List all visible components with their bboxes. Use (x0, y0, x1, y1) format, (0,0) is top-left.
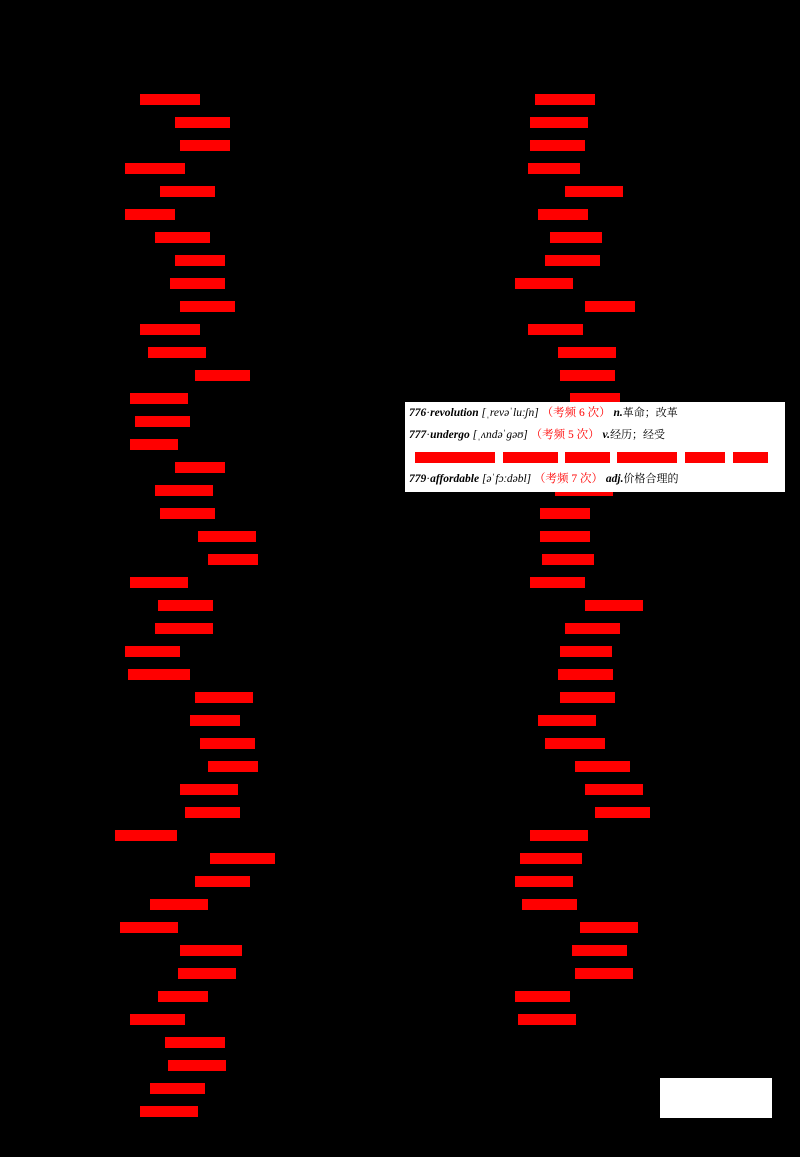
entry-sep: · (426, 407, 431, 419)
word-entry-row (30, 686, 320, 709)
word-entry-row (410, 134, 700, 157)
redaction-block (565, 186, 623, 197)
entry-word: undergo (430, 429, 470, 441)
word-entry-779 (405, 468, 785, 492)
redaction-block (125, 209, 175, 220)
redaction-block (180, 784, 238, 795)
word-entry-row (410, 249, 700, 272)
word-entry-row (410, 502, 700, 525)
word-entry-row (30, 663, 320, 686)
word-entry-row (410, 916, 700, 939)
redaction-block (175, 117, 230, 128)
entry-number: 779 (409, 473, 427, 485)
redaction-block (585, 600, 643, 611)
redaction-block (518, 1014, 576, 1025)
word-entry-row (410, 663, 700, 686)
entry-sep: · (426, 473, 431, 485)
redaction-block (150, 899, 208, 910)
redaction-block (125, 163, 185, 174)
redaction-block (180, 140, 230, 151)
word-entry-row (30, 962, 320, 985)
word-entry-row (410, 226, 700, 249)
word-entry-row (410, 939, 700, 962)
redaction-block (558, 347, 616, 358)
word-entry-row (410, 341, 700, 364)
word-entry-row (410, 180, 700, 203)
word-entry-row (30, 985, 320, 1008)
redaction-block (515, 876, 573, 887)
entry-meaning: 革命；改革 (622, 406, 678, 419)
redaction-block (540, 531, 590, 542)
redaction-block (200, 738, 255, 749)
word-entry-row (30, 410, 320, 433)
word-entry-row (30, 364, 320, 387)
right-word-column (410, 88, 700, 1031)
redaction-block (130, 1014, 185, 1025)
redaction-block (195, 876, 250, 887)
word-entry-row (30, 157, 320, 180)
redaction-block (125, 646, 180, 657)
word-entry-row (30, 939, 320, 962)
entry-frequency: （考频 7 次） (534, 473, 604, 485)
redaction-block (128, 669, 190, 680)
entry-pos: adj. (605, 473, 624, 485)
word-entry-row (410, 88, 700, 111)
entry-phonetic: [ˌʌndəˈgəʊ] (472, 429, 528, 441)
word-entry-row (410, 571, 700, 594)
redaction-block (135, 416, 190, 427)
redaction-block (545, 738, 605, 749)
word-entry-row (30, 640, 320, 663)
redaction-block (550, 232, 602, 243)
word-entry-row (30, 732, 320, 755)
word-entry-row (410, 617, 700, 640)
redaction-block (538, 209, 588, 220)
word-entry-row (30, 387, 320, 410)
word-entry-row (30, 1008, 320, 1031)
entry-phonetic: [əˈfɔːdəbl] (481, 473, 532, 485)
redaction-block (558, 669, 613, 680)
redaction-block (155, 623, 213, 634)
word-entry-row (30, 456, 320, 479)
word-entry-row (410, 364, 700, 387)
entry-number: 777 (409, 429, 427, 441)
redaction-block (535, 94, 595, 105)
redaction-block (560, 370, 615, 381)
redaction-block (565, 623, 620, 634)
redaction-block (415, 452, 495, 463)
word-entry-row (30, 111, 320, 134)
redaction-block (150, 1083, 205, 1094)
word-entry-row (410, 525, 700, 548)
redaction-block (180, 945, 242, 956)
word-entry-row (30, 755, 320, 778)
redaction-block (595, 807, 650, 818)
redaction-block (560, 646, 612, 657)
redaction-block (575, 968, 633, 979)
word-entry-row (30, 1077, 320, 1100)
redaction-block (515, 991, 570, 1002)
word-entry-776 (405, 402, 785, 424)
word-entry-row (30, 824, 320, 847)
redaction-block (530, 117, 588, 128)
redaction-block (585, 784, 643, 795)
word-entry-row (30, 272, 320, 295)
word-entry-row (30, 479, 320, 502)
redaction-block (178, 968, 236, 979)
entry-pos: n. (613, 407, 623, 419)
word-entry-row (30, 709, 320, 732)
redaction-block (580, 922, 638, 933)
redaction-block (575, 761, 630, 772)
word-entry-row (410, 203, 700, 226)
word-entry-777 (405, 424, 785, 446)
entry-meaning: 经历；经受 (610, 428, 666, 441)
word-entry-row (30, 180, 320, 203)
word-entry-row (30, 617, 320, 640)
redaction-block (530, 577, 585, 588)
word-entry-row (410, 732, 700, 755)
redaction-block (685, 452, 725, 463)
redaction-block (120, 922, 178, 933)
redaction-block (160, 508, 215, 519)
word-entry-row (410, 111, 700, 134)
redaction-block (733, 452, 768, 463)
word-entry-row (30, 870, 320, 893)
word-entry-row (410, 847, 700, 870)
redaction-block (208, 554, 258, 565)
word-entry-row (410, 272, 700, 295)
entry-phonetic: [ˌrevəˈluːʃn] (481, 407, 539, 419)
entry-sep: · (426, 429, 431, 441)
redaction-block (155, 232, 210, 243)
redaction-block (515, 278, 573, 289)
word-entry-row (30, 893, 320, 916)
redaction-block (195, 692, 253, 703)
redaction-block (210, 853, 275, 864)
word-entry-row (410, 893, 700, 916)
redaction-block (130, 439, 178, 450)
word-entry-row (410, 295, 700, 318)
footer-white-box (660, 1078, 772, 1118)
word-entry-row (30, 226, 320, 249)
redaction-block (168, 1060, 226, 1071)
word-entry-row (30, 801, 320, 824)
redaction-block (503, 452, 558, 463)
word-entry-row (30, 341, 320, 364)
redaction-block (542, 554, 594, 565)
word-entry-row (410, 594, 700, 617)
word-entry-row (410, 1008, 700, 1031)
word-entry-row (410, 686, 700, 709)
redaction-block (528, 324, 583, 335)
word-entry-row (410, 778, 700, 801)
redaction-block (158, 991, 208, 1002)
redaction-block (140, 324, 200, 335)
word-entry-row (30, 1054, 320, 1077)
word-entry-row (30, 502, 320, 525)
word-entry-row (30, 778, 320, 801)
word-entry-row (30, 318, 320, 341)
redaction-block (522, 899, 577, 910)
word-entry-redacted (405, 446, 785, 468)
redaction-block (208, 761, 258, 772)
word-entry-row (30, 594, 320, 617)
word-entry-row (30, 916, 320, 939)
word-entry-row (410, 157, 700, 180)
redaction-block (130, 393, 188, 404)
redaction-block (160, 186, 215, 197)
word-entry-row (30, 203, 320, 226)
redaction-block (158, 600, 213, 611)
word-entry-row (30, 847, 320, 870)
redaction-block (185, 807, 240, 818)
word-entry-row (410, 640, 700, 663)
word-entry-row (30, 548, 320, 571)
entry-frequency: （考频 5 次） (530, 429, 600, 441)
word-entry-row (30, 88, 320, 111)
redaction-block (148, 347, 206, 358)
word-entry-row (410, 824, 700, 847)
entry-meaning: 价格合理的 (623, 472, 679, 485)
redaction-block (170, 278, 225, 289)
word-entry-row (410, 548, 700, 571)
entry-number: 776 (409, 407, 427, 419)
word-entry-row (30, 1100, 320, 1123)
redaction-block (530, 830, 588, 841)
redaction-block (155, 485, 213, 496)
word-entry-row (410, 962, 700, 985)
word-entry-row (30, 433, 320, 456)
redaction-block (198, 531, 256, 542)
redaction-block (115, 830, 177, 841)
redaction-block (180, 301, 235, 312)
entry-frequency: （考频 6 次） (541, 407, 611, 419)
word-entry-row (410, 709, 700, 732)
redaction-block (175, 462, 225, 473)
redaction-block (530, 140, 585, 151)
redaction-block (540, 508, 590, 519)
redaction-block (165, 1037, 225, 1048)
word-entry-row (30, 134, 320, 157)
word-entry-row (410, 755, 700, 778)
redaction-block (140, 94, 200, 105)
word-entry-row (30, 525, 320, 548)
redaction-block (545, 255, 600, 266)
redaction-block (195, 370, 250, 381)
left-word-column (30, 88, 320, 1123)
redaction-block (565, 452, 610, 463)
word-entry-row (410, 985, 700, 1008)
redaction-block (528, 163, 580, 174)
word-entry-row (30, 571, 320, 594)
word-entry-row (30, 1031, 320, 1054)
entry-word: affordable (430, 473, 480, 485)
redaction-block (585, 301, 635, 312)
redaction-block (175, 255, 225, 266)
redaction-block (190, 715, 240, 726)
word-entry-row (410, 318, 700, 341)
entry-word: revolution (430, 407, 479, 419)
redaction-block (617, 452, 677, 463)
entry-pos: v. (602, 429, 611, 441)
redaction-block (572, 945, 627, 956)
redaction-block (520, 853, 582, 864)
word-entry-row (30, 295, 320, 318)
redaction-block (130, 577, 188, 588)
redaction-block (538, 715, 596, 726)
word-entry-row (410, 801, 700, 824)
redaction-block (140, 1106, 198, 1117)
word-entry-row (30, 249, 320, 272)
word-entry-row (410, 870, 700, 893)
redaction-block (560, 692, 615, 703)
